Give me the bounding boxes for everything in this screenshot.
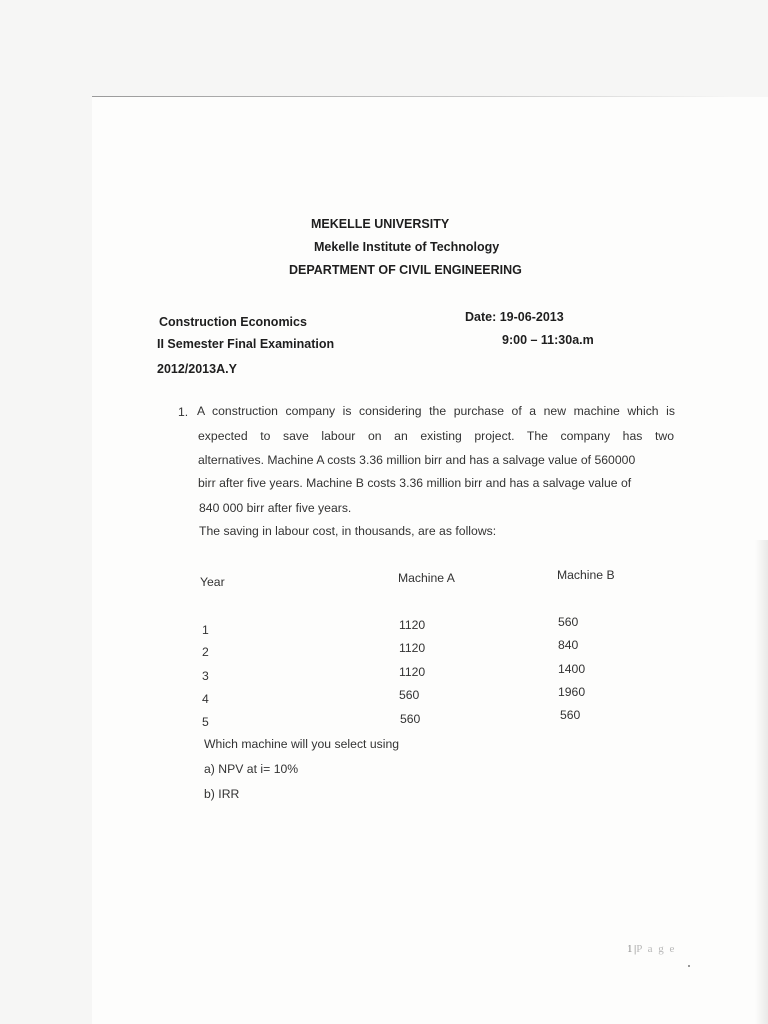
- page-separator: |: [634, 943, 637, 955]
- page-number: 1: [627, 943, 634, 955]
- page-sheet: [92, 97, 768, 1024]
- question-line: expected to save labour on an existing project. The company has two: [198, 429, 674, 443]
- table-cell-year: 5: [202, 715, 209, 729]
- table-cell-machine-b: 840: [558, 638, 579, 652]
- institute-title: Mekelle Institute of Technology: [314, 240, 500, 254]
- table-cell-machine-b: 560: [560, 708, 581, 722]
- sub-question-a: a) NPV at i= 10%: [204, 762, 299, 776]
- sub-question-b: b) IRR: [204, 787, 240, 801]
- table-header-year: Year: [200, 575, 225, 589]
- university-title: MEKELLE UNIVERSITY: [311, 217, 450, 231]
- table-cell-machine-a: 1120: [399, 641, 426, 655]
- table-cell-machine-b: 1960: [558, 685, 586, 699]
- course-name: Construction Economics: [159, 315, 307, 329]
- academic-year: 2012/2013A.Y: [157, 362, 237, 376]
- exam-time: 9:00 – 11:30a.m: [502, 333, 594, 347]
- table-cell-machine-a: 560: [399, 688, 420, 702]
- table-cell-year: 1: [202, 623, 209, 637]
- exam-name: II Semester Final Examination: [157, 337, 335, 351]
- table-cell-machine-b: 560: [558, 615, 579, 629]
- question-line: alternatives. Machine A costs 3.36 million birr and has a salvage value of 560000: [198, 453, 636, 467]
- question-line: The saving in labour cost, in thousands, are as follows:: [199, 524, 497, 538]
- question-number: 1.: [178, 405, 189, 419]
- top-rule: [92, 96, 732, 97]
- table-header-machine-b: Machine B: [557, 568, 615, 582]
- question-line: 840 000 birr after five years.: [199, 501, 352, 515]
- page-word: P a g e: [636, 943, 676, 955]
- exam-date: Date: 19-06-2013: [465, 310, 564, 324]
- table-cell-machine-a: 1120: [399, 665, 426, 679]
- table-cell-machine-a: 1120: [399, 618, 426, 632]
- department-title: DEPARTMENT OF CIVIL ENGINEERING: [289, 263, 522, 277]
- table-cell-year: 4: [202, 692, 209, 706]
- page-edge-shadow: [755, 540, 768, 1024]
- scan-speck: [688, 965, 690, 967]
- question-line: A construction company is considering the purchase of a new machine which is: [197, 404, 675, 418]
- table-cell-machine-b: 1400: [558, 662, 586, 676]
- table-cell-year: 3: [202, 669, 209, 683]
- question-line: birr after five years. Machine B costs 3.36 million birr and has a salvage value of: [198, 476, 632, 490]
- page-footer: [627, 943, 676, 955]
- table-cell-machine-a: 560: [400, 712, 421, 726]
- table-header-machine-a: Machine A: [398, 571, 455, 585]
- table-cell-year: 2: [202, 645, 209, 659]
- sub-question-prompt: Which machine will you select using: [204, 737, 400, 751]
